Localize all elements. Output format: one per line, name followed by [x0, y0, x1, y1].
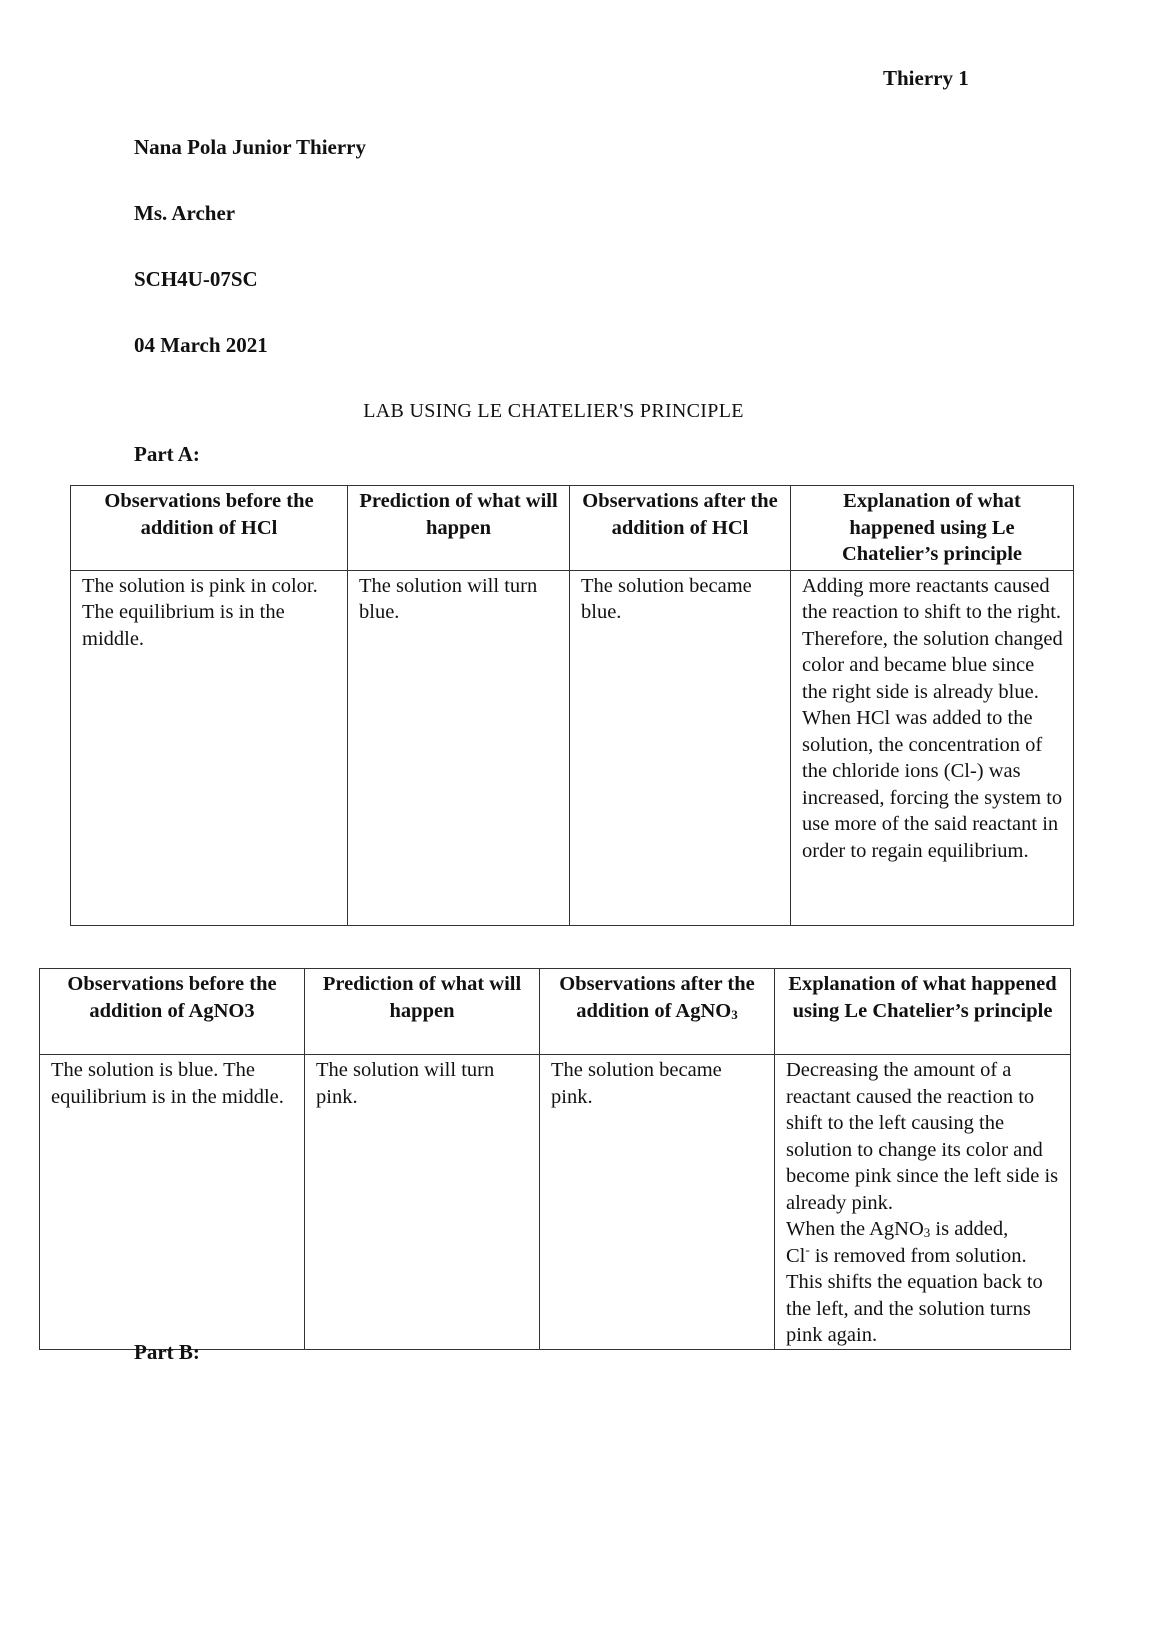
- column-header: [540, 969, 775, 1055]
- explanation-text: When the AgNO: [786, 1218, 924, 1240]
- document-date: 04 March 2021: [134, 333, 268, 357]
- table-cell: Adding more reactants caused the reaction to shift to the right. Therefore, the solution changed color and became blue since the right side is already blue. When HCl was added to the solution, the concentration of the chloride ions (Cl-) was increased, forcing the system to use more of the said reactant in order to regain equilibrium.: [791, 570, 1074, 925]
- table-header-row: [71, 486, 1074, 571]
- explanation-text: Cl: [786, 1244, 806, 1267]
- column-header: Observations after the addition of HCl: [570, 486, 791, 571]
- superscript: -: [805, 1241, 810, 1257]
- table-cell: [775, 1055, 1071, 1350]
- explanation-text: Decreasing the amount of a reactant caused the reaction to shift to the left causing the solution to change its color and become pink since the left side is already pink.: [786, 1059, 1059, 1214]
- column-header: Explanation of what happened using Le Chatelier’s principle: [775, 969, 1071, 1055]
- table-row: [71, 570, 1074, 925]
- course-code: SCH4U-07SC: [134, 267, 258, 291]
- table-cell: The solution will turn pink.: [305, 1055, 540, 1350]
- table-cell: The solution will turn blue.: [348, 570, 570, 925]
- page-header: Thierry 1: [883, 66, 969, 90]
- table-cell: The solution became blue.: [570, 570, 791, 925]
- part-b-label: Part B:: [134, 1340, 200, 1364]
- column-header: Observations before the addition of AgNO3: [40, 969, 305, 1055]
- explanation-text: is removed from solution. This shifts the equation back to the left, and the solution turns pink again.: [786, 1244, 1043, 1346]
- table-cell: The solution became pink.: [540, 1055, 775, 1350]
- table-row: [40, 1055, 1071, 1350]
- column-header: Explanation of what happened using Le Chatelier’s principle: [791, 486, 1074, 571]
- column-header: Observations before the addition of HCl: [71, 486, 348, 571]
- subscript: 3: [731, 1006, 738, 1022]
- teacher-name: Ms. Archer: [134, 201, 236, 225]
- student-name: Nana Pola Junior Thierry: [134, 135, 366, 159]
- subscript: 3: [923, 1225, 931, 1240]
- column-header: Prediction of what will happen: [305, 969, 540, 1055]
- part-a-table: [70, 485, 1074, 926]
- table-header-row: [40, 969, 1071, 1055]
- table-cell: The solution is pink in color. The equilibrium is in the middle.: [71, 570, 348, 925]
- header-text: Observations after the addition of AgNO: [559, 973, 755, 1022]
- page-title: LAB USING LE CHATELIER'S PRINCIPLE: [363, 400, 744, 422]
- column-header: Prediction of what will happen: [348, 486, 570, 571]
- part-a-table-2: [39, 968, 1071, 1350]
- part-a-label: Part A:: [134, 442, 200, 466]
- explanation-text: is added,: [930, 1218, 1009, 1240]
- table-cell: The solution is blue. The equilibrium is in the middle.: [40, 1055, 305, 1350]
